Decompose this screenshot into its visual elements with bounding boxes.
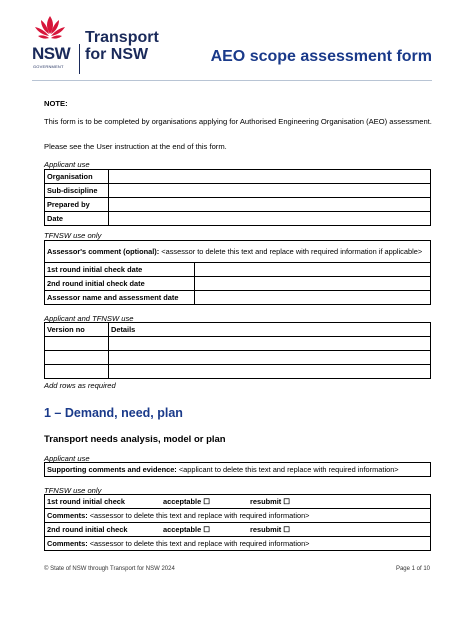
second-round-date-field[interactable]	[195, 277, 431, 291]
label-assessor-name-date: Assessor name and assessment date	[45, 291, 195, 305]
logo-for-nsw: for NSW	[85, 46, 149, 63]
supporting-evidence-table	[44, 462, 431, 477]
assessor-comment-text: <assessor to delete this text and replace with required information if applicable>	[159, 246, 423, 256]
first-round-comments-field[interactable]	[45, 509, 431, 523]
date-field[interactable]	[109, 212, 431, 226]
first-round-check-label: 1st round initial check	[47, 496, 126, 506]
details-cell[interactable]	[109, 351, 431, 365]
note-paragraph-1: This form is to be completed by organisations applying for Authorised Engineering Organisation (AEO) assessment.	[44, 117, 432, 126]
version-no-header: Version no	[45, 323, 109, 337]
footer-page-number: Page 1 of 10	[395, 566, 430, 572]
first-round-date-field[interactable]	[195, 263, 431, 277]
applicant-info-table	[44, 169, 431, 226]
comments-text: <assessor to delete this text and replace with required information>	[87, 510, 310, 520]
logo-transport: Transport	[85, 29, 159, 46]
second-round-check-row	[45, 523, 431, 537]
page-title: AEO scope assessment form	[210, 48, 432, 65]
section-1-subheading: Transport needs analysis, model or plan	[44, 434, 226, 445]
note-heading: NOTE:	[44, 99, 68, 108]
assessor-name-date-field[interactable]	[195, 291, 431, 305]
title-divider	[32, 80, 432, 81]
second-round-comments-field[interactable]	[45, 537, 431, 551]
supporting-evidence-field[interactable]	[45, 463, 431, 477]
label-second-round-date: 2nd round initial check date	[45, 277, 195, 291]
version-no-cell[interactable]	[45, 337, 109, 351]
prepared-by-field[interactable]	[109, 198, 431, 212]
logo-divider	[79, 44, 80, 74]
label-first-round-date: 1st round initial check date	[45, 263, 195, 277]
comments-text: <assessor to delete this text and replace with required information>	[87, 538, 310, 548]
second-round-check-label: 2nd round initial check	[47, 524, 128, 534]
tfnsw-use-caption: TFNSW use only	[44, 231, 102, 240]
label-sub-discipline: Sub-discipline	[45, 184, 109, 198]
comments-label: Comments:	[47, 538, 88, 548]
section-1-applicant-caption: Applicant use	[44, 454, 90, 463]
comments-label: Comments:	[47, 510, 88, 520]
supporting-evidence-text: <applicant to delete this text and replace with required information>	[176, 464, 399, 474]
transport-nsw-logo	[32, 14, 159, 74]
supporting-evidence-label: Supporting comments and evidence:	[47, 464, 177, 474]
section-1-tfnsw-caption: TFNSW use only	[44, 486, 102, 495]
section-1-heading: 1 – Demand, need, plan	[44, 406, 183, 420]
first-round-acceptable-checkbox[interactable]: acceptable ☐	[163, 496, 210, 506]
label-organisation: Organisation	[45, 170, 109, 184]
logo-government: GOVERNMENT	[33, 64, 64, 69]
assessor-comment-field[interactable]	[45, 241, 431, 263]
version-no-cell[interactable]	[45, 351, 109, 365]
first-round-check-row	[45, 495, 431, 509]
waratah-icon	[32, 14, 68, 44]
version-no-cell[interactable]	[45, 365, 109, 379]
sub-discipline-field[interactable]	[109, 184, 431, 198]
label-date: Date	[45, 212, 109, 226]
organisation-field[interactable]	[109, 170, 431, 184]
add-rows-note: Add rows as required	[44, 381, 116, 390]
assessor-comment-label: Assessor's comment (optional):	[47, 246, 160, 256]
label-prepared-by: Prepared by	[45, 198, 109, 212]
details-header: Details	[109, 323, 431, 337]
logo-nsw: NSW	[32, 44, 71, 63]
second-round-resubmit-checkbox[interactable]: resubmit ☐	[250, 524, 290, 534]
tfnsw-assessor-table	[44, 240, 431, 305]
details-cell[interactable]	[109, 337, 431, 351]
applicant-use-caption: Applicant use	[44, 160, 90, 169]
initial-check-table	[44, 494, 431, 551]
details-cell[interactable]	[109, 365, 431, 379]
footer-copyright: © State of NSW through Transport for NSW 2024	[44, 566, 175, 572]
second-round-acceptable-checkbox[interactable]: acceptable ☐	[163, 524, 210, 534]
first-round-resubmit-checkbox[interactable]: resubmit ☐	[250, 496, 290, 506]
version-table	[44, 322, 431, 379]
version-table-caption: Applicant and TFNSW use	[44, 314, 134, 323]
note-paragraph-2: Please see the User instruction at the end of this form.	[44, 142, 227, 151]
